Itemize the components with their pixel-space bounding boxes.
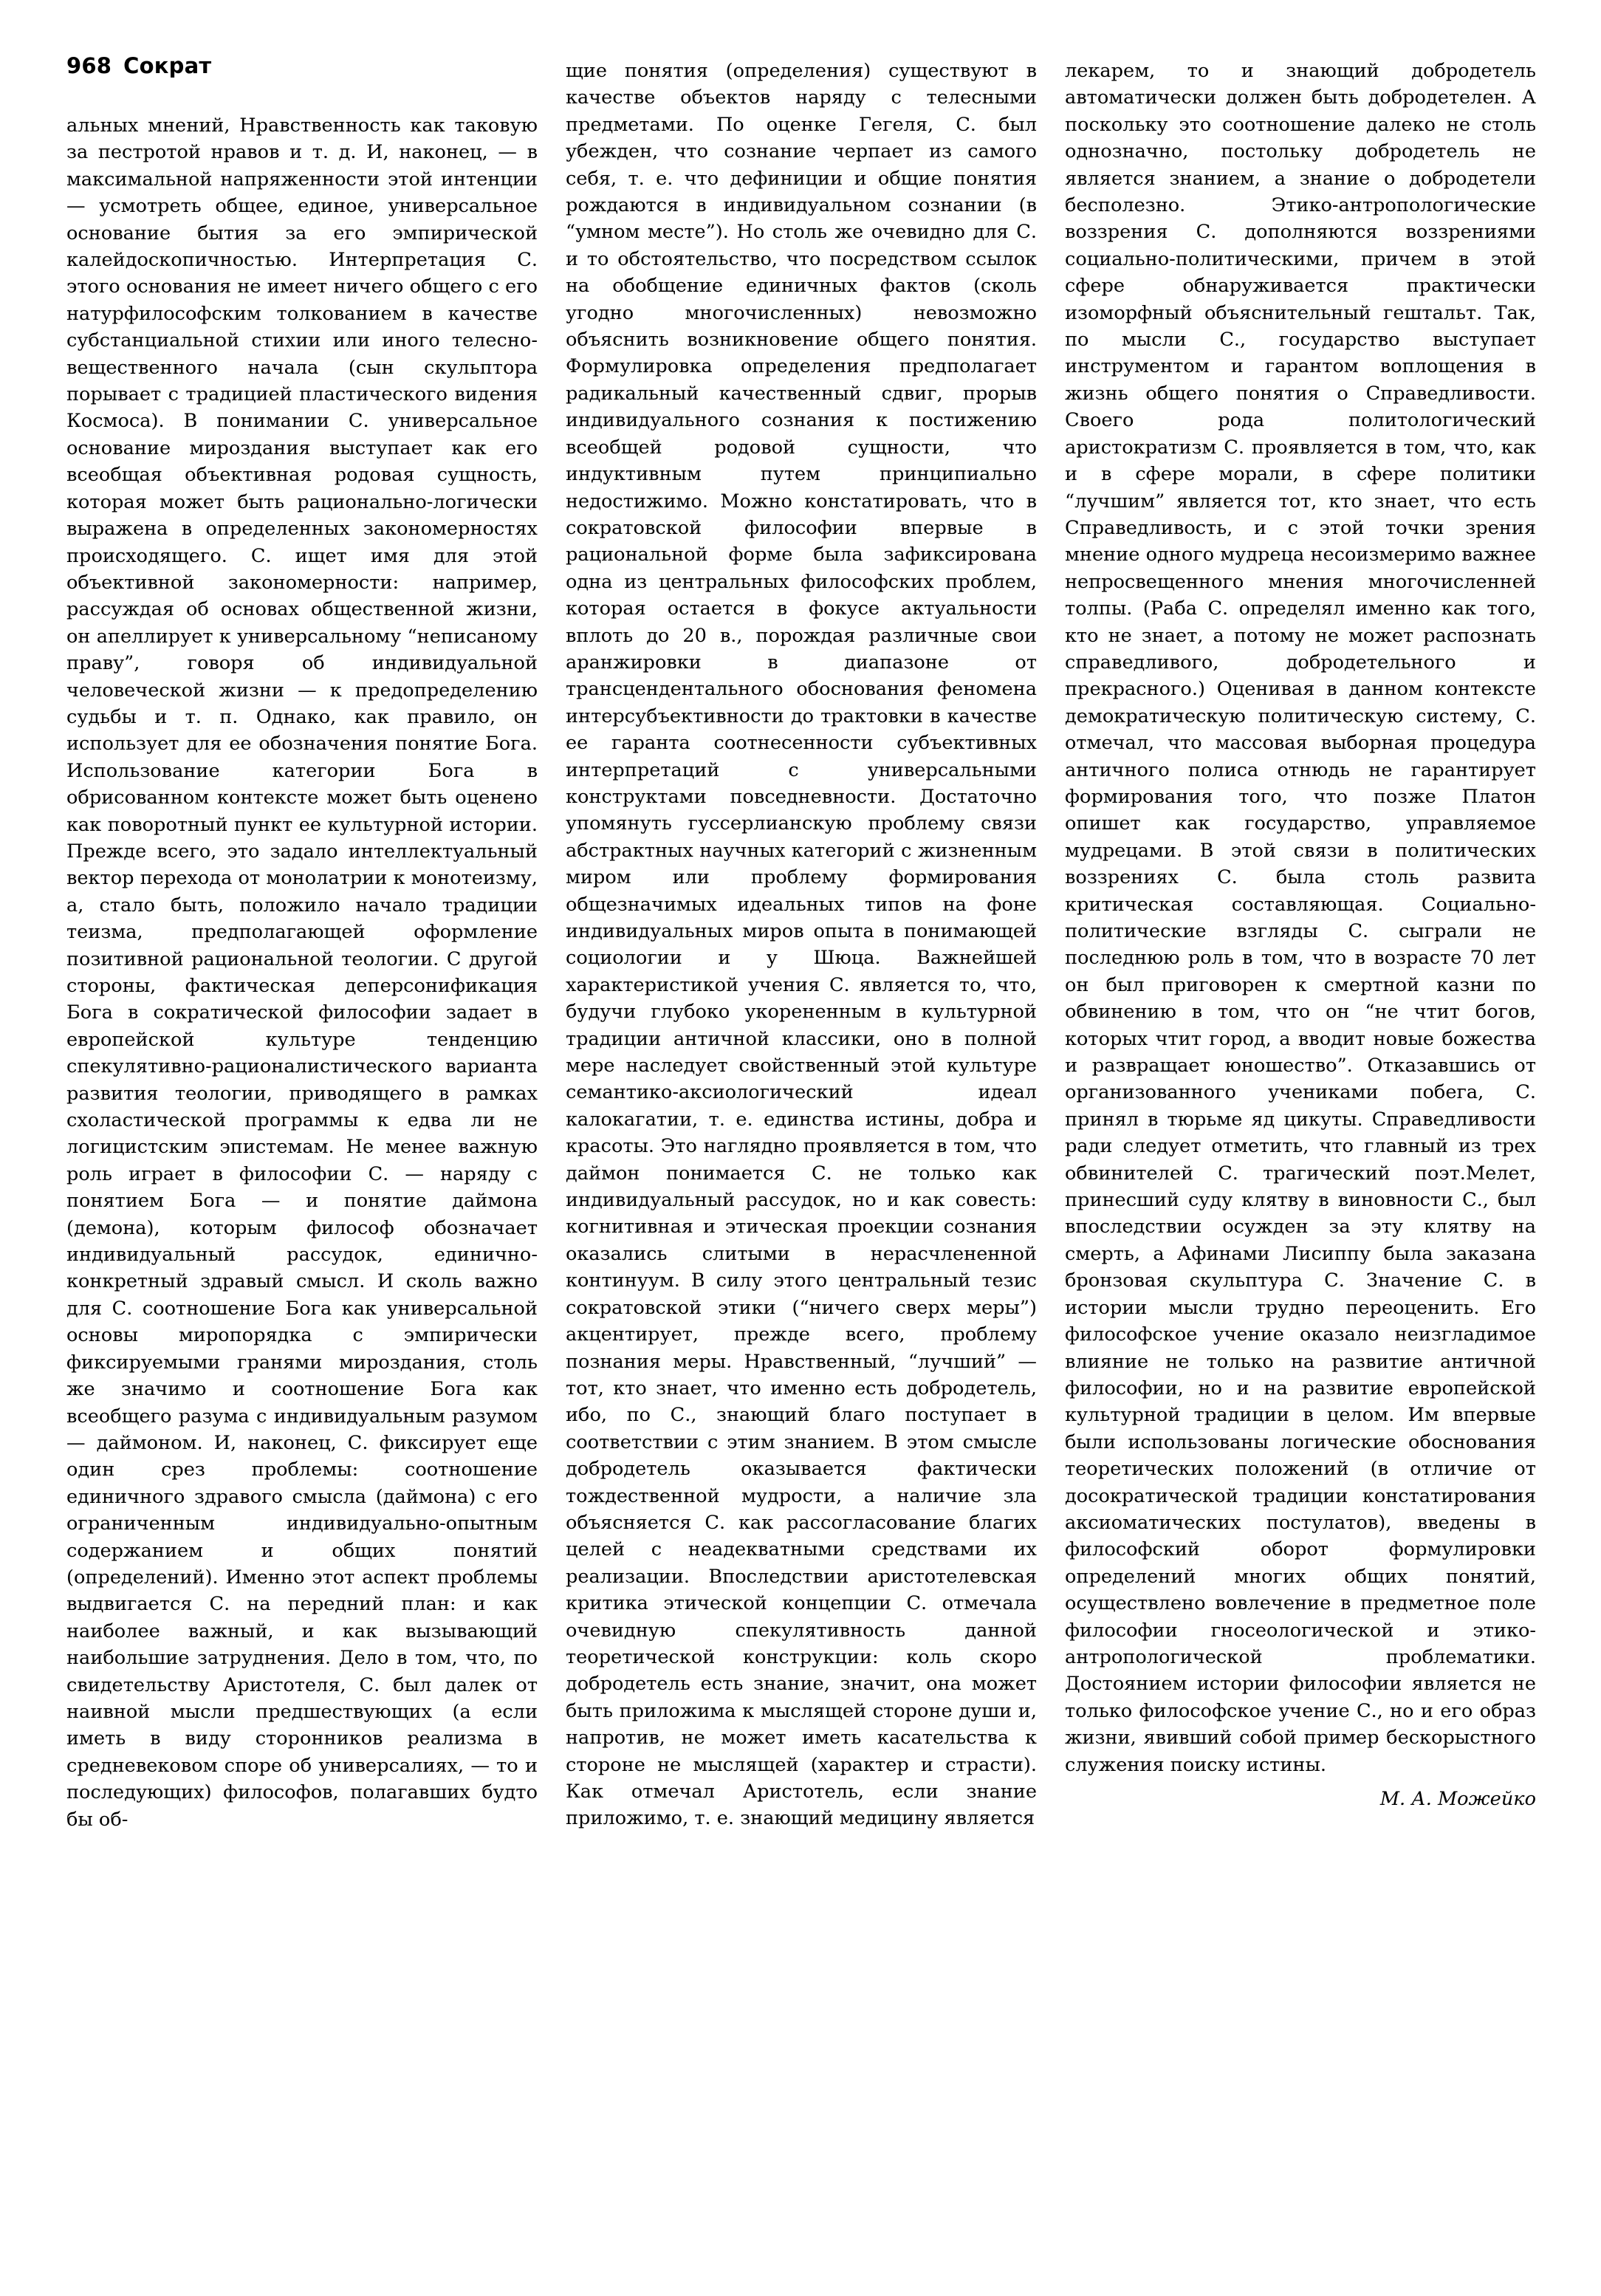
page-number: 968 — [66, 53, 112, 78]
column-1 — [66, 58, 538, 2244]
paragraph: щие понятия (определения) существуют в качестве объектов наряду с телесными предметами. По оценке Гегеля, С. был убежден, что сознание черпает из самого себя, т. е. что дефиниции и общие понятия рождаются в индивидуальном сознании (в “умном месте”). Но столь же очевидно для С. и то обстоятельство, что посредством ссылок на обобщение единичных фактов (сколь угодно многочисленных) невозможно объяснить возникновение общего понятия. Формулировка определения предполагает радикальный качественный сдвиг, прорыв индивидуального сознания к постижению всеобщей родовой сущности, что индуктивным путем принципиально недостижимо. Можно констатировать, что в сократовской философии впервые в рациональной форме была зафиксирована одна из центральных философских проблем, которая остается в фокусе актуальности вплоть до 20 в., порождая различные свои аранжировки в диапазоне от трансцендентального обоснования феномена интерсубъективности до трактовки в качестве ее гаранта соотнесенности субъективных интерпретаций с универсальными конструктами повседневности. Достаточно упомянуть гуссерлианскую проблему связи абстрактных научных категорий с жизненным миром или проблему формирования общезначимых идеальных типов на фоне индивидуальных миров опыта в понимающей социологии и у Шюца. Важнейшей характеристикой учения С. является то, что, будучи глубоко укорененным в культурной традиции античной классики, оно в полной мере наследует свойственный этой культуре семантико-аксиологический идеал калокагатии, т. е. единства истины, добра и красоты. Это наглядно проявляется в том, что даймон понимается С. не только как индивидуальный рассудок, но и как совесть: когнитивная и этическая проекции сознания оказались слитыми в нерасчлененной континуум. В силу этого центральный тезис сократовской этики (“ничего сверх меры”) акцентирует, прежде всего, проблему познания меры. Нравственный, “лучший” — тот, кто знает, что именно есть добродетель, ибо, по С., знающий благо поступает в соответствии с этим знанием. В этом смысле добродетель оказывается фактически тождественной мудрости, а наличие зла объясняется С. как рассогласование благих целей с неадекватными средствами их реализации. Впоследствии аристотелевская критика этической концепции С. отмечала очевидную спекулятивность данной теоретической конструкции: коль скоро добродетель есть знание, значит, она может быть приложима к мыслящей стороне души и, напротив, не может иметь касательства к стороне не мыслящей (характер и страсти). Как отмечал Аристотель, если знание приложимо, т. е. знающий медицину является — [566, 60, 1037, 1830]
text-columns — [66, 58, 1536, 2244]
column-2 — [566, 58, 1037, 2244]
column-3 — [1065, 58, 1536, 2244]
author-signature: М. А. Можейко — [1379, 1788, 1536, 1810]
paragraph: альных мнений, Нравственность как таковую за пестротой нравов и т. д. И, наконец, — в максимальной напряженности этой интенции — усмотреть общее, единое, универсальное основание бытия за его эмпирической калейдоскопичностью. Интерпретация С. этого основания не имеет ничего общего с его натурфилософским толкованием в качестве субстанциальной стихии или иного телесно-вещественного начала (сын скульптора порывает с традицией пластического видения Космоса). В понимании С. универсальное основание мироздания выступает как его всеобщая объективная родовая сущность, которая может быть рационально-логически выражена в определенных закономерностях происходящего. С. ищет имя для этой объективной закономерности: например, рассуждая об основах общественной жизни, он апеллирует к универсальному “неписаному праву”, говоря об индивидуальной человеческой жизни — к предопределению судьбы и т. п. Однако, как правило, он использует для ее обозначения понятие Бога. Использование категории Бога в обрисованном контексте может быть оценено как поворотный пункт ее культурной истории. Прежде всего, это задало интеллектуальный вектор перехода от монолатрии к монотеизму, а, стало быть, положило начало традиции теизма, предполагающей оформление позитивной рациональной теологии. С другой стороны, фактическая деперсонификация Бога в сократической философии задает в европейской культуре тенденцию спекулятивно-рационалистического варианта развития теологии, приводящего в рамках схоластической программы к едва ли не логицистским эпистемам. Не менее важную роль играет в философии С. — наряду с понятием Бога — и понятие даймона (демона), которым философ обозначает индивидуальный рассудок, единично-конкретный здравый смысл. И сколь важно для С. соотношение Бога как универсальной основы миропорядка с эмпирически фиксируемыми гранями мироздания, столь же значимо и соотношение Бога как всеобщего разума с индивидуальным разумом — даймоном. И, наконец, С. фиксирует еще один срез проблемы: соотношение единичного здравого смысла (даймона) с его ограниченным индивидуально-опытным содержанием и общих понятий (определений). Именно этот аспект проблемы выдвигается С. на передний план: и как наиболее важный, и как вызывающий наибольшие затруднения. Дело в том, что, по свидетельству Аристотеля, С. был далек от наивной мысли предшествующих (а если иметь в виду сторонников реализма в средневековом споре об универсалиях, — то и последующих) философов, полагавших будто бы об- — [66, 114, 538, 1831]
running-title: Сократ — [123, 53, 212, 78]
paragraph: лекарем, то и знающий добродетель автоматически должен быть добродетелен. А поскольку это соотношение далеко не столь однозначно, постольку добродетель не является знанием, а знание о добродетели бесполезно. Этико-антропологические воззрения С. дополняются воззрениями социально-политическими, причем в этой сфере обнаруживается практически изоморфный объяснительный гештальт. Так, по мысли С., государство выступает инструментом и гарантом воплощения в жизнь общего понятия о Справедливости. Своего рода политологический аристократизм С. проявляется в том, что, как и в сфере морали, в сфере политики “лучшим” является тот, кто знает, что есть Справедливость, и с этой точки зрения мнение одного мудреца несоизмеримо важнее непросвещенного мнения многочисленней толпы. (Раба С. определял именно как того, кто не знает, а потому не может распознать справедливого, добродетельного и прекрасного.) Оценивая в данном контексте демократическую политическую систему, С. отмечал, что массовая выборная процедура античного полиса отнюдь не гарантирует формирования того, что позже Платон опишет как государство, управляемое мудрецами. В этой связи в политических воззрениях С. была столь развита критическая составляющая. Социально-политические взгляды С. сыграли не последнюю роль в том, что в возрасте 70 лет он был приговорен к смертной казни по обвинению в том, что он “не чтит богов, которых чтит город, а вводит новые божества и развращает юношество”. Отказавшись от организованного учениками побега, С. принял в тюрьме яд цикуты. Справедливости ради следует отметить, что главный из трех обвинителей С. трагический поэт.Мелет, принесший суду клятву в виновности С., был впоследствии осужден за эту клятву на смерть, а Афинами Лисиппу была заказана бронзовая скульптура С. Значение С. в истории мысли трудно переоценить. Его философское учение оказало неизгладимое влияние не только на развитие античной философии, но и на развитие европейской культурной традиции в целом. Им впервые были использованы логические обоснования теоретических положений (в отличие от досократической традиции констатирования аксиоматических постулатов), введены в философский оборот формулировки определений многих общих понятий, осуществлено вовлечение в предметное поле философии гносеологической и этико-антропологической проблематики. Достоянием истории философии является не только философское учение С., но и его образ жизни, явивший собой пример бескорыстного служения поиску истины. — [1065, 60, 1536, 1776]
